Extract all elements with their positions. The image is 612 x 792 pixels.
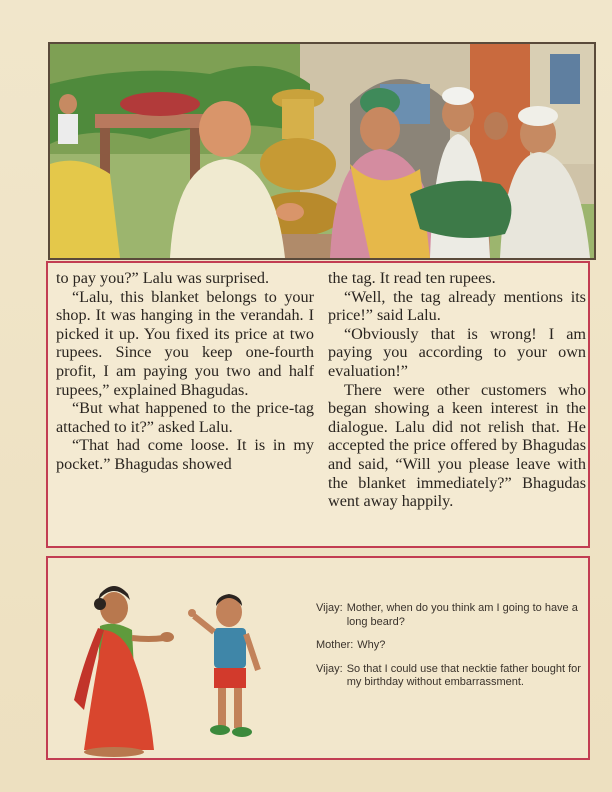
dialogue-text: Mother, when do you think am I going to have a long beard? [346,602,578,628]
dialogue-line [316,663,586,690]
story-paragraph: “Lalu, this blanket belongs to your shop. It was hanging in the verandah. I picked it up. You fixed its price at two rupees. Since you keep one-fourth profit, I am paying you two and half rupees,” explained Bhagudas. [56,287,314,399]
speaker-label: Mother: [316,639,354,651]
joke-panel [46,556,590,760]
speaker-label: Vijay: [316,662,343,675]
dialogue-line [316,602,586,629]
story-paragraph: “Well, the tag already mentions its price!” said Lalu. [328,287,586,325]
mother-and-son-illustration [54,560,294,760]
story-column-left [56,269,314,474]
story-paragraph: “Obviously that is wrong! I am paying you according to your own evaluation!” [328,324,586,380]
dialogue-text: Why? [357,639,386,651]
story-column-right [328,269,586,511]
joke-dialogue [316,602,586,700]
story-paragraph: “That had come loose. It is in my pocket.” Bhagudas showed [56,436,314,473]
speaker-label: Vijay: [316,602,343,614]
shop-scene-illustration [48,42,596,260]
story-paragraph: the tag. It read ten rupees. [328,269,496,287]
story-paragraph: “But what happened to the price-tag attached to it?” asked Lalu. [56,399,314,436]
story-paragraph: to pay you?” Lalu was surprised. [56,269,270,287]
dialogue-line [316,639,586,653]
dialogue-text: So that I could use that necktie father bought for my birthday without embarrassment. [346,662,581,688]
story-paragraph: There were other customers who began showing a keen interest in the dialogue. Lalu did not relish that. He accepted the price offered by Bhagudas and said, “Will you please leave with the blanket immediately?” Bhagudas went away happily. [328,380,586,511]
story-panel [46,261,590,548]
